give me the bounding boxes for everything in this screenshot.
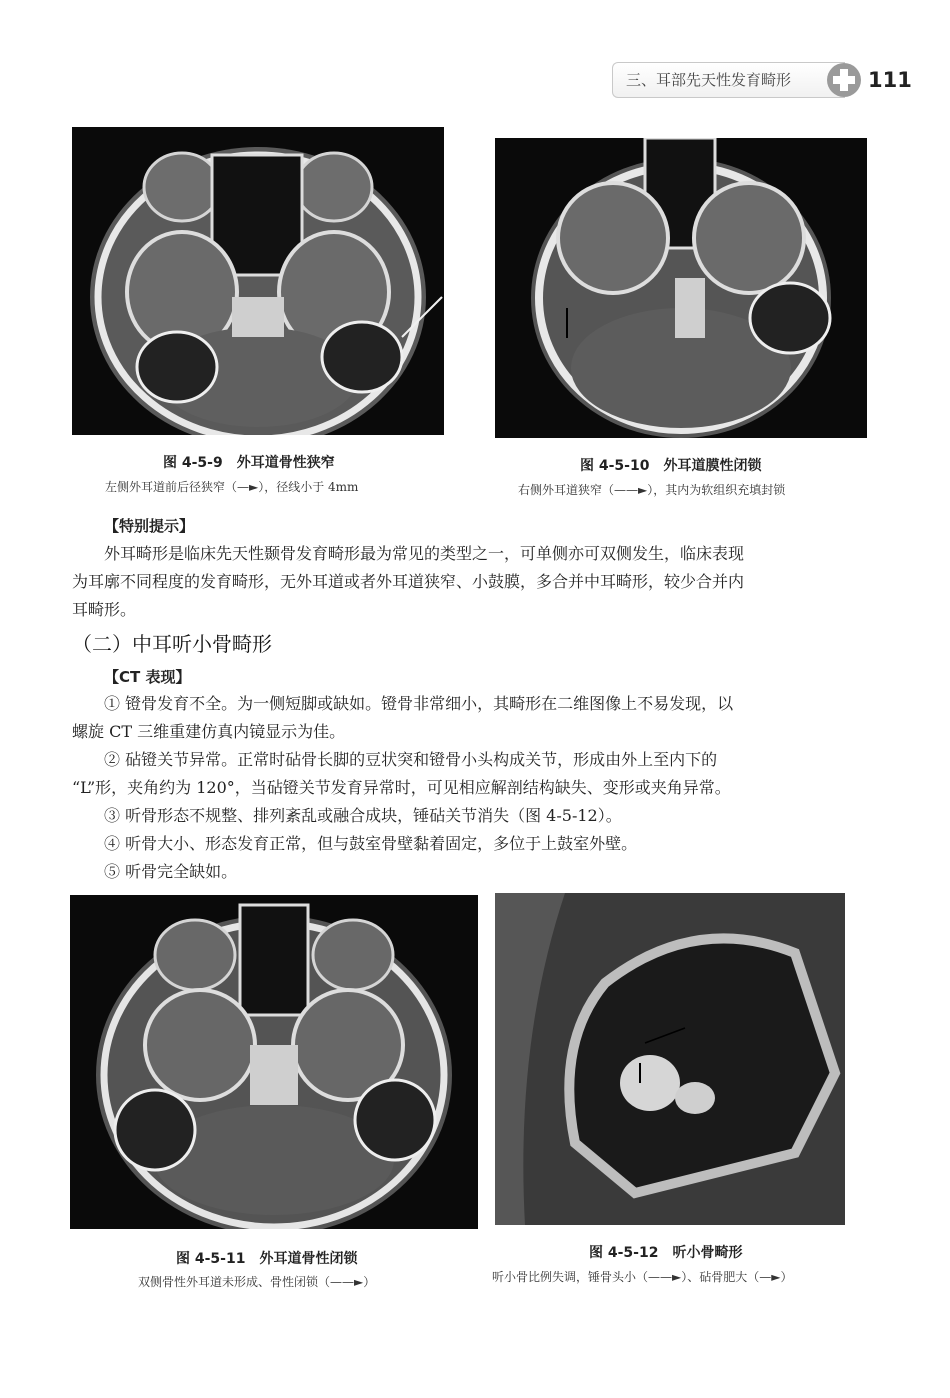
ct-item-line-5: ③ 听骨形态不规整、排列紊乱或融合成块，锤砧关节消失（图 4-5-12）。 xyxy=(104,806,622,825)
running-header-title: 三、耳部先天性发育畸形 xyxy=(626,71,792,89)
figure-4-5-9-title: 图 4-5-9 外耳道骨性狭窄 xyxy=(163,455,335,471)
ct-item-line-1: ① 镫骨发育不全。为一侧短脚或缺如。镫骨非常细小，其畸形在二维图像上不易发现，以 xyxy=(104,694,734,713)
figure-4-5-10-desc: 右侧外耳道狭窄（——►），其内为软组织充填封锁 xyxy=(518,483,786,497)
section-title: （二）中耳听小骨畸形 xyxy=(72,632,272,656)
ct-image-4-5-10 xyxy=(495,138,867,438)
ct-item-line-3: ② 砧镫关节异常。正常时砧骨长脚的豆状突和镫骨小头构成关节，形成由外上至内下的 xyxy=(104,750,718,769)
ct-item-line-2: 螺旋 CT 三维重建仿真内镜显示为佳。 xyxy=(72,722,346,741)
figure-4-5-12-title: 图 4-5-12 听小骨畸形 xyxy=(589,1245,743,1261)
special-note-line-1: 外耳畸形是临床先天性颞骨发育畸形最为常见的类型之一，可单侧亦可双侧发生，临床表现 xyxy=(104,544,745,563)
special-note-heading: 【特别提示】 xyxy=(104,517,195,535)
ct-image-4-5-9 xyxy=(72,127,444,435)
figure-4-5-11-desc: 双侧骨性外耳道未形成、骨性闭锁（——►） xyxy=(138,1275,376,1289)
figure-4-5-9-desc: 左侧外耳道前后径狭窄（—►），径线小于 4mm xyxy=(105,480,359,494)
figure-4-5-11-title: 图 4-5-11 外耳道骨性闭锁 xyxy=(176,1251,358,1267)
ct-image-4-5-12 xyxy=(495,893,845,1225)
ct-image-4-5-11 xyxy=(70,895,478,1229)
special-note-line-2: 为耳廓不同程度的发育畸形，无外耳道或者外耳道狭窄、小鼓膜，多合并中耳畸形，较少合并内 xyxy=(72,572,745,591)
medical-cross-icon xyxy=(826,62,862,98)
figure-4-5-10-title: 图 4-5-10 外耳道膜性闭锁 xyxy=(580,458,762,474)
figure-4-5-12-desc: 听小骨比例失调，锤骨头小（——►）、砧骨肥大（—►） xyxy=(492,1270,793,1284)
special-note-line-3: 耳畸形。 xyxy=(72,600,137,619)
ct-item-line-6: ④ 听骨大小、形态发育正常，但与鼓室骨壁黏着固定，多位于上鼓室外壁。 xyxy=(104,834,638,853)
ct-item-line-4: “L”形，夹角约为 120°，当砧镫关节发育异常时，可见相应解剖结构缺失、变形或夹角异常。 xyxy=(72,778,731,797)
ct-heading: 【CT 表现】 xyxy=(104,668,191,686)
ct-item-line-7: ⑤ 听骨完全缺如。 xyxy=(104,862,238,881)
page-number: 111 xyxy=(868,68,912,92)
